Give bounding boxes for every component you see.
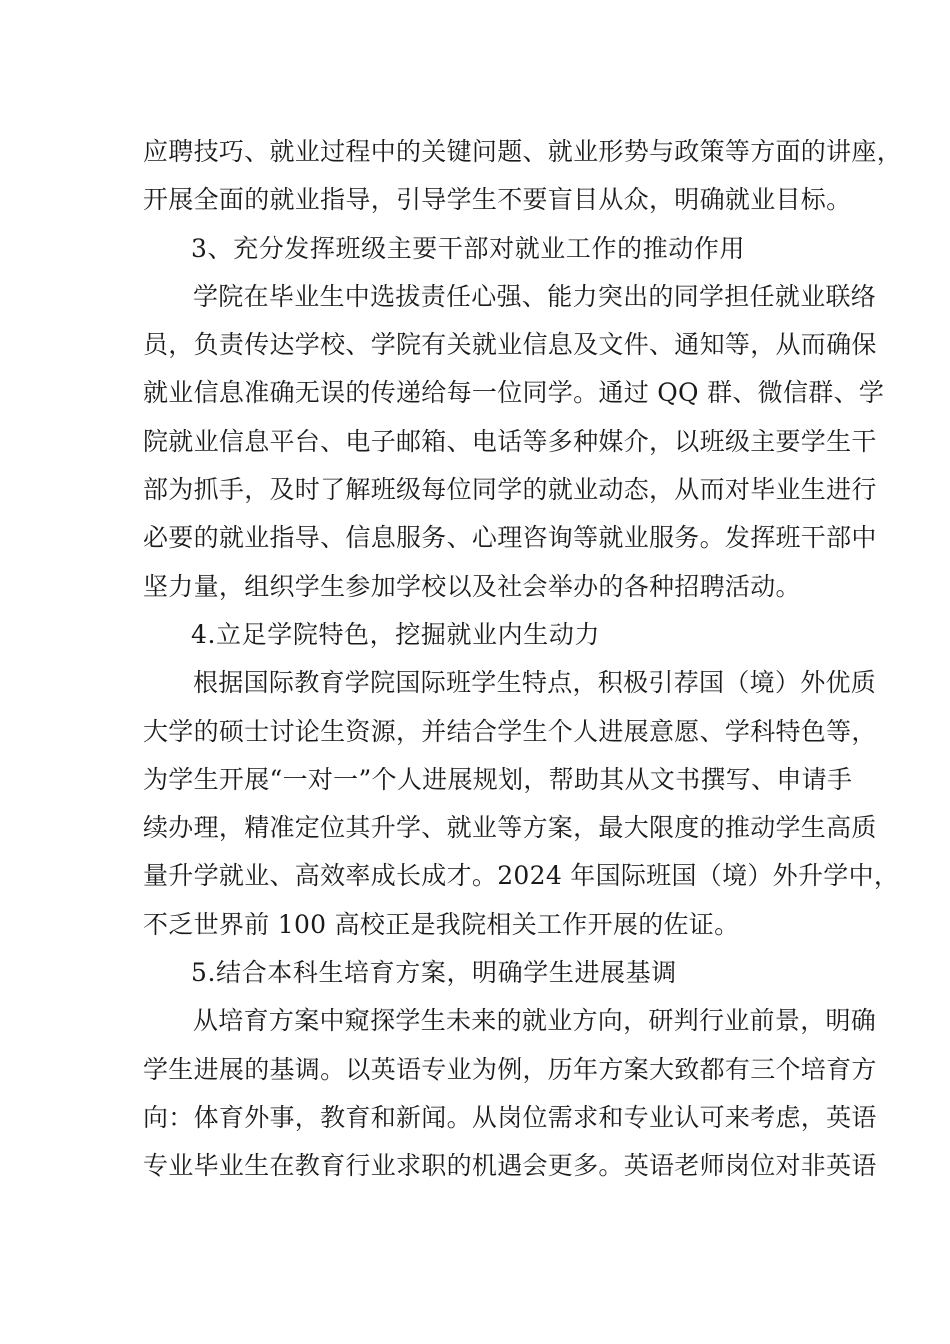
- paragraph-line: 院就业信息平台、电子邮箱、电话等多种媒介，以班级主要学生干: [143, 426, 877, 456]
- paragraph-line: 坚力量，组织学生参加学校以及社会举办的各种招聘活动。: [143, 571, 801, 601]
- paragraph-line: 部为抓手，及时了解班级每位同学的就业动态，从而对毕业生进行: [143, 475, 877, 505]
- paragraph-line: 根据国际教育学院国际班学生特点，积极引荐国（境）外优质: [193, 668, 877, 698]
- section-heading-3: 3、充分发挥班级主要干部对就业工作的推动作用: [191, 233, 746, 263]
- paragraph-line: 专业毕业生在教育行业求职的机遇会更多。英语老师岗位对非英语: [143, 1151, 877, 1181]
- paragraph-line: 为学生开展“一对一”个人进展规划，帮助其从文书撰写、申请手: [143, 764, 853, 794]
- paragraph-line: 学院在毕业生中选拔责任心强、能力突出的同学担任就业联络: [193, 281, 877, 311]
- paragraph-line: 不乏世界前 100 高校正是我院相关工作开展的佐证。: [143, 909, 740, 939]
- paragraph-line: 员，负责传达学校、学院有关就业信息及文件、通知等，从而确保: [143, 330, 877, 360]
- paragraph-line: 量升学就业、高效率成长成才。2024 年国际班国（境）外升学中，: [143, 861, 900, 891]
- document-body: [143, 128, 903, 1191]
- paragraph-line: 续办理，精准定位其升学、就业等方案，最大限度的推动学生高质: [143, 813, 877, 843]
- paragraph-line: 从培育方案中窥探学生未来的就业方向，研判行业前景，明确: [193, 1006, 877, 1036]
- paragraph-line: 向：体育外事，教育和新闻。从岗位需求和专业认可来考虑，英语: [143, 1102, 877, 1132]
- paragraph-line: 应聘技巧、就业过程中的关键问题、就业形势与政策等方面的讲座，: [143, 137, 903, 166]
- paragraph-line: 就业信息准确无误的传递给每一位同学。通过 QQ 群、微信群、学: [143, 378, 885, 408]
- section-heading-5: 5.结合本科生培育方案，明确学生进展基调: [191, 958, 677, 988]
- paragraph-line: 学生进展的基调。以英语专业为例，历年方案大致都有三个培育方: [143, 1054, 877, 1084]
- paragraph-line: 开展全面的就业指导，引导学生不要盲目从众，明确就业目标。: [143, 185, 852, 215]
- paragraph-line: 大学的硕士讨论生资源，并结合学生个人进展意愿、学科特色等，: [143, 716, 877, 746]
- paragraph-line: 必要的就业指导、信息服务、心理咨询等就业服务。发挥班干部中: [143, 523, 877, 553]
- section-heading-4: 4.立足学院特色，挖掘就业内生动力: [191, 619, 601, 649]
